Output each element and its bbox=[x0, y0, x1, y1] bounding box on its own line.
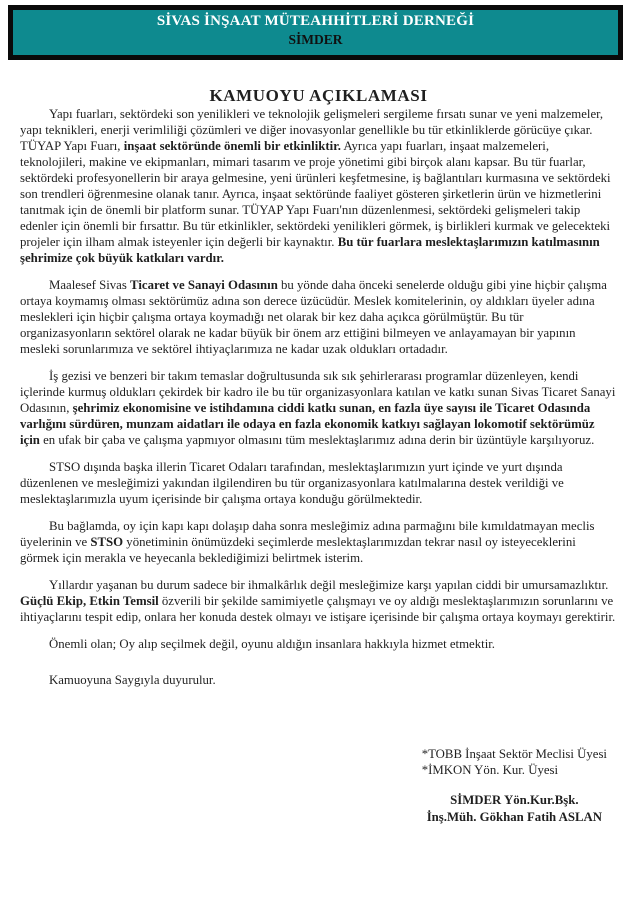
text-run: Maalesef Sivas bbox=[49, 278, 131, 292]
paragraph bbox=[20, 106, 617, 266]
paragraph-list bbox=[20, 106, 617, 688]
text-run: Yapı fuarları, sektördeki son yenilikleri ve teknolojik gelişmeleri sergileme fırsatı sunar ve yeni malzemeler, yapı teknikleri, enerji verimliliği çözümleri ve diğer inovasyonlar genellikle bu tür etkinliklerde görücüye çıkar. TÜYAP Yapı Fuarı, bbox=[20, 107, 604, 153]
document-body bbox=[0, 86, 631, 825]
signature-memberships bbox=[422, 746, 607, 778]
bold-text-run: Ticaret ve Sanayi Odasının bbox=[130, 278, 278, 292]
text-run: yönetiminin önümüzdeki seçimlerde meslektaşlarımızdan tekrar nasıl oy isteyeceklerini görmek için merakla ve heyecanla beklediğimizi belirtmek isterim. bbox=[20, 535, 576, 565]
signature-area bbox=[20, 746, 617, 825]
bold-text-run: STSO bbox=[90, 535, 124, 549]
text-run: İş gezisi ve benzeri bir takım temaslar doğrultusunda sık sık şehirlerarası programlar düzenleyen, kendi içlerinde kurmuş oldukları çekirdek bir kadro ile bu tür organizasyonlara katılan ve katkı sunan Sivas Ticaret Sanayi Odasının, bbox=[20, 369, 616, 415]
organization-name: SİVAS İNŞAAT MÜTEAHHİTLERİ DERNEĞİ bbox=[156, 13, 475, 29]
bold-text-run: Bu tür fuarlara meslektaşlarımızın katılmasının şehrimize çok büyük katkıları vardır. bbox=[20, 235, 600, 265]
text-run: Kamuoyuna Saygıyla duyurulur. bbox=[49, 673, 216, 687]
organization-abbreviation: SİMDER bbox=[288, 32, 343, 47]
signatory-role: SİMDER Yön.Kur.Bşk. bbox=[450, 793, 579, 807]
text-run: Önemli olan; Oy alıp seçilmek değil, oyunu aldığın insanlara hakkıyla hizmet etmektir. bbox=[49, 637, 496, 651]
text-run: Bu bağlamda, oy için kapı kapı dolaşıp daha sonra mesleğimiz adına parmağını bile kımıldatmayan meclis üyelerinin ve bbox=[20, 519, 595, 549]
text-run: STSO dışında başka illerin Ticaret Odaları tarafından, meslektaşlarımızın yurt içinde ve yurt dışında düzenlenen ve mesleğimizi yakından ilgilendiren bu tür organizasyonlara katılmalarına destek verildiği ve meslektaşlarımızla uyum içerisinde bir çalışma ortaya konduğu görülmektedir. bbox=[20, 460, 564, 506]
letterhead-banner bbox=[8, 5, 623, 60]
document-title: KAMUOYU AÇIKLAMASI bbox=[209, 86, 428, 105]
paragraph bbox=[20, 277, 617, 357]
signature-officer bbox=[422, 792, 607, 825]
text-run: Ayrıca yapı fuarları, inşaat malzemeleri, teknolojileri, makine ve ekipmanları, mimari tasarım ve proje yönetimi gibi birçok alanı kapsar. Bu tür fuarlar, sektördeki profesyonellerin bir araya gelmesine, yeni ürünleri keşfetmesine, iş bağlantıları kurmasına ve sektördeki son trendleri öğrenmesine olanak tanır. Ayrıca, inşaat sektöründe faaliyet gösteren şirketlerin ürün ve hizmetlerini tanıtmak için de önemli bir platform sunar. TÜYAP Yapı Fuarı'nın düzenlenmesi, sektördeki gelişmeleri takip edenler için önemli bir fırsattır. Bu tür etkinlikler, sektördeki yenilikleri görmek, iş birlikleri kurmak ve gelecekteki projeler için ilham almak isteyenler için değerli bir kaynaktır. bbox=[20, 139, 611, 249]
bold-text-run: inşaat sektöründe önemli bir etkinliktir. bbox=[123, 139, 341, 153]
signatory-name: İnş.Müh. Gökhan Fatih ASLAN bbox=[426, 809, 602, 824]
text-run: bu yönde daha önceki senelerde olduğu gibi yine hiçbir çalışma ortaya koymamış olması sektörümüz adına son derece üzücüdür. Meslek komitelerinin, oy aldıkları üyeler adına meslekleri için hiçbir çalışma ortaya koymadığı net olarak bir kez daha açıkca görülmüştür. Bu tür organizasyonların sektörel olarak ne kadar büyük bir önem arz ettiğini bilmeyen ve anlayamayan bir yapının mesleki sorunlarımıza ve sektörel ihtiyaçlarımıza ne kadar uzak oldukları ortadadır. bbox=[20, 278, 607, 356]
text-run: özverili bir şekilde samimiyetle çalışmayı ve oy aldığı meslektaşlarımızın sorunlarını ve ihtiyaçlarını tespit edip, onlara her konuda destek olmayı ve istişare içerisinde bir çalışma ortaya koymayı gerektirir. bbox=[20, 594, 616, 624]
paragraph bbox=[20, 636, 617, 652]
membership-line: *İMKON Yön. Kur. Üyesi bbox=[421, 763, 559, 777]
bold-text-run: şehrimiz ekonomisine ve istihdamına ciddi katkı sunan, en fazla üye sayısı ile Ticaret Odasında varlığını sürdüren, munzam aidatları ile odaya en fazla ekonomik katkıyı sağlayan lokomotif sektörümüz için bbox=[20, 401, 595, 447]
membership-line: *TOBB İnşaat Sektör Meclisi Üyesi bbox=[421, 747, 607, 761]
paragraph bbox=[20, 577, 617, 625]
text-run: Yıllardır yaşanan bu durum sadece bir ihmalkârlık değil mesleğimize karşı yapılan ciddi bir umursamazlıktır. bbox=[49, 578, 609, 592]
paragraph bbox=[20, 459, 617, 507]
bold-text-run: Güçlü Ekip, Etkin Temsil bbox=[20, 594, 159, 608]
paragraph bbox=[20, 368, 617, 448]
paragraph bbox=[20, 518, 617, 566]
paragraph bbox=[20, 672, 617, 688]
signature-block bbox=[422, 746, 607, 825]
text-run: en ufak bir çaba ve çalışma yapmıyor olmasını tüm meslektaşlarımız adına derin bir üzüntüyle karşılıyoruz. bbox=[39, 433, 595, 447]
